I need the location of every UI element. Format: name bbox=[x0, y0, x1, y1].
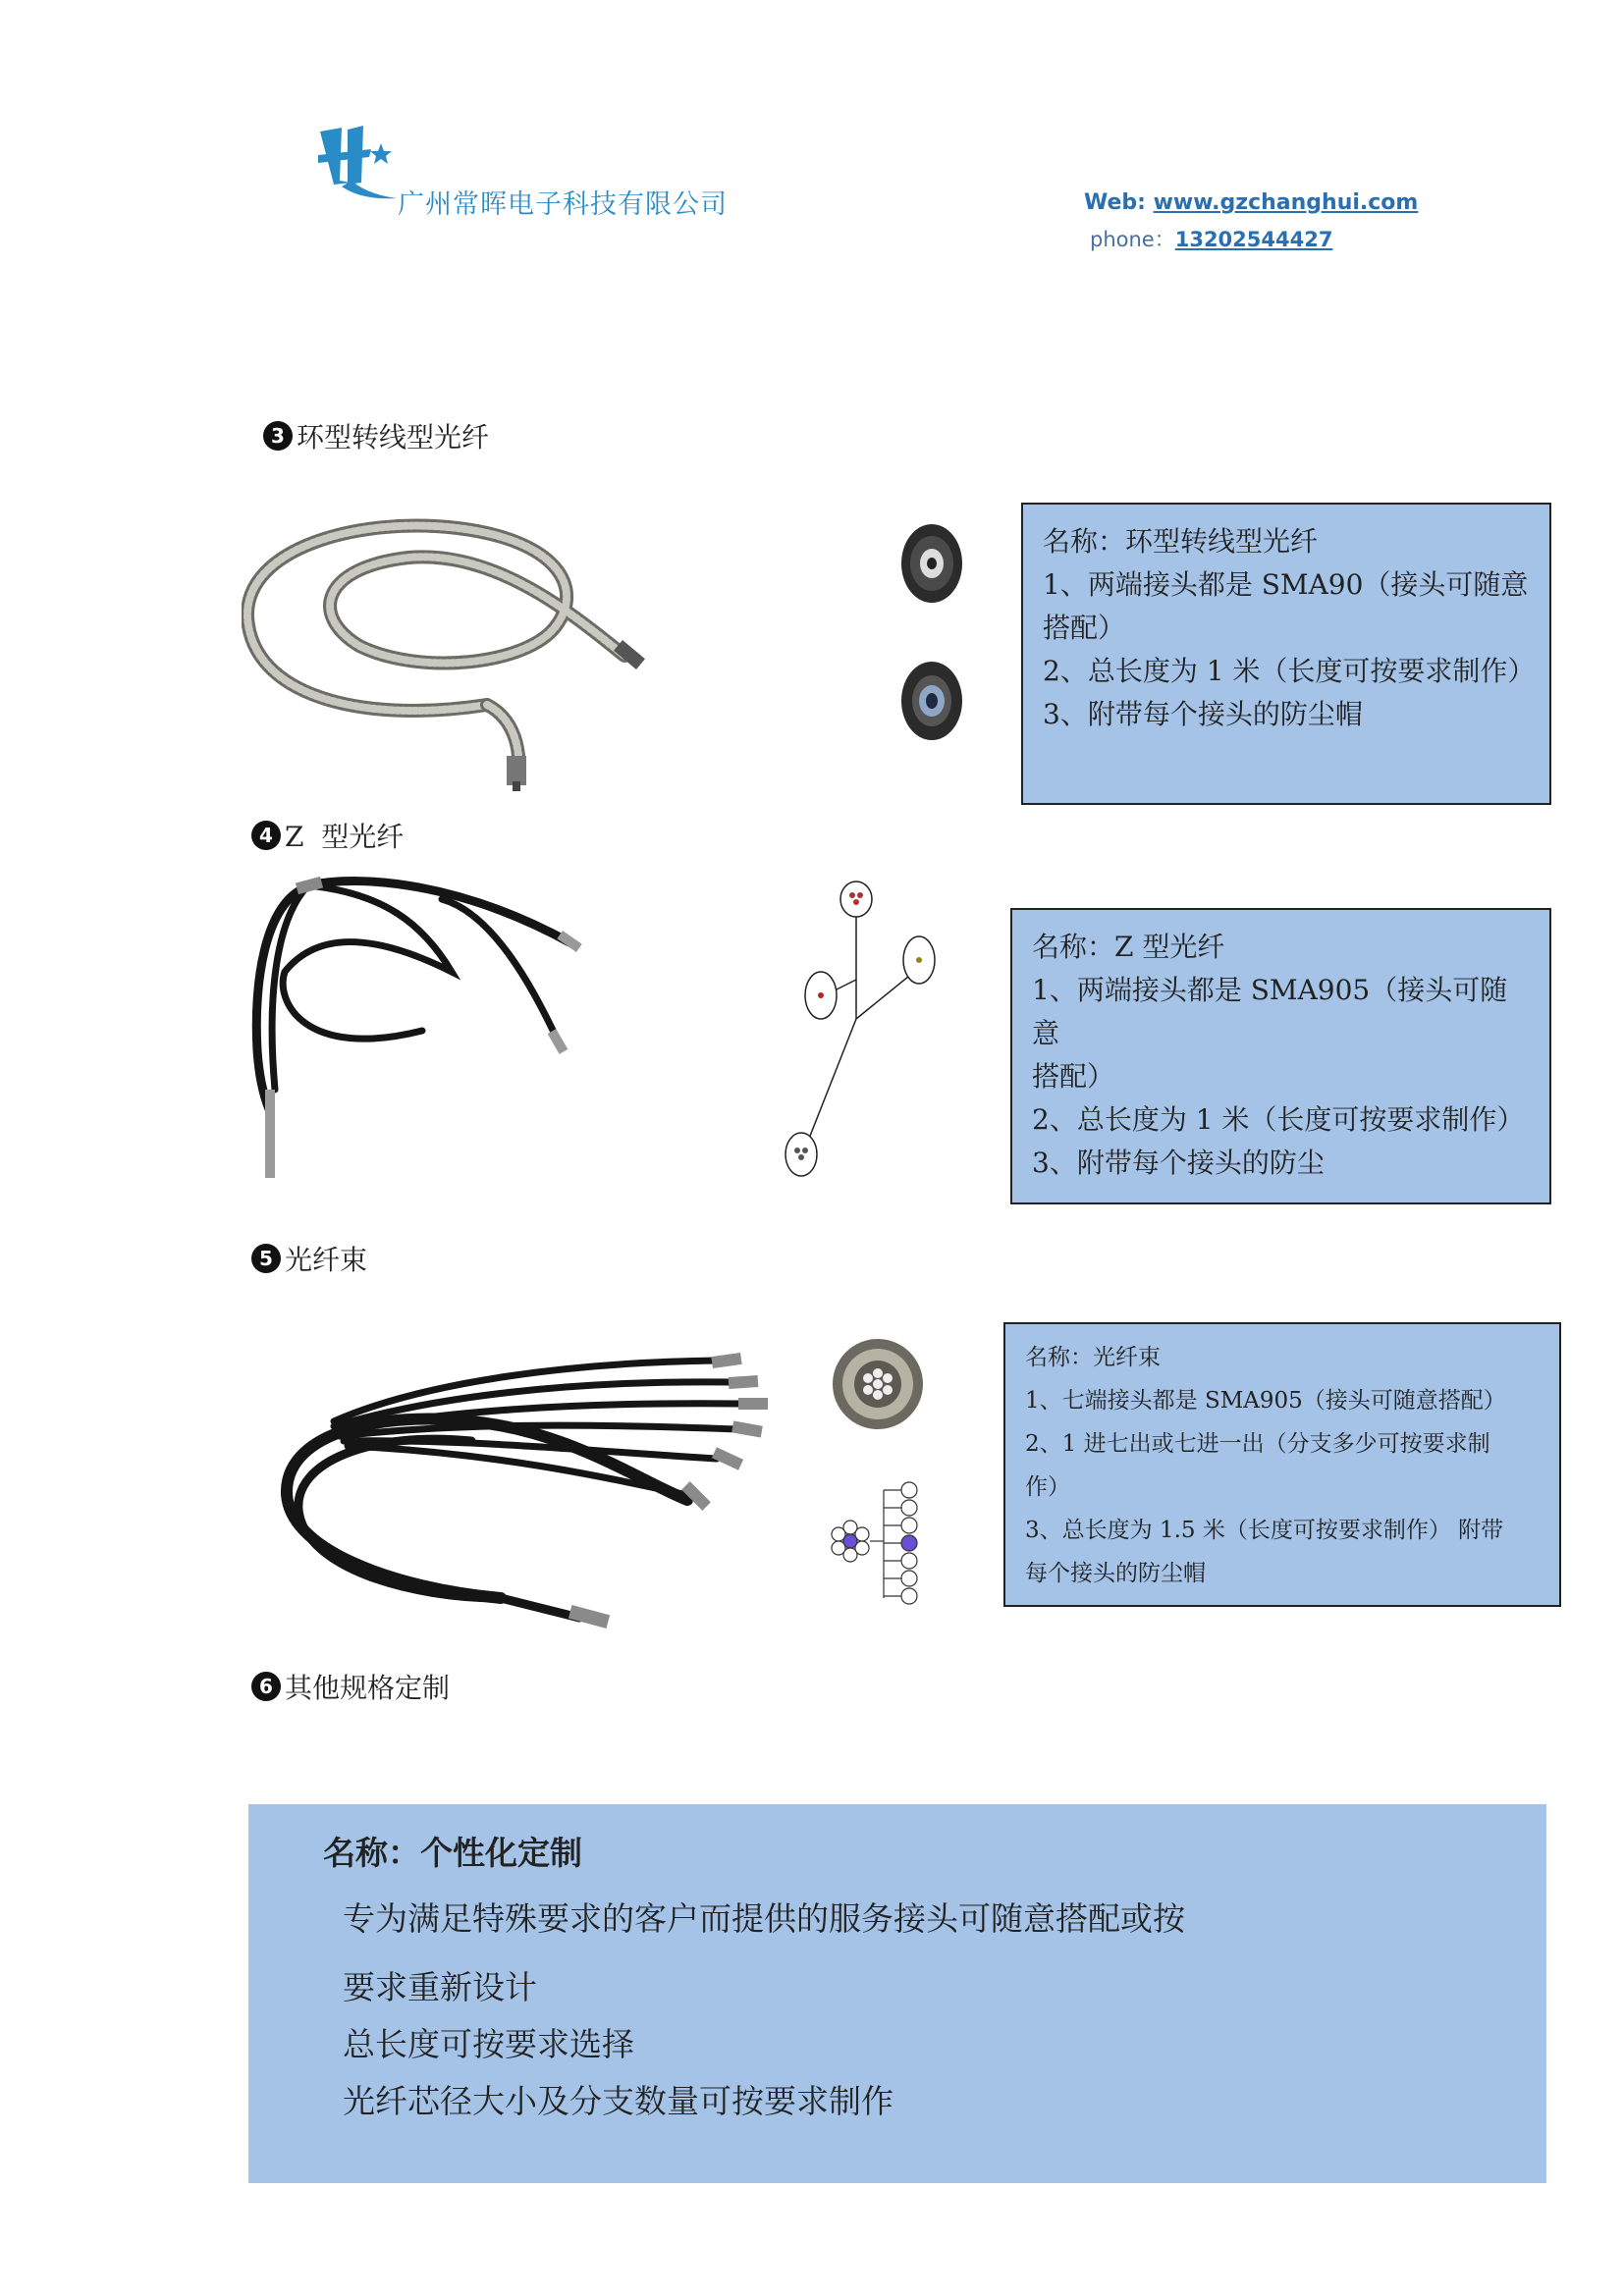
bundle-schematic-icon bbox=[825, 1480, 933, 1610]
section-title-text: 环型转线型光纤 bbox=[297, 421, 490, 454]
info-line: 每个接头的防尘帽 bbox=[1025, 1561, 1206, 1586]
info-line: 3、总长度为 1.5 米（长度可按要求制作） 附带 bbox=[1025, 1518, 1504, 1543]
info-line: 搭配） bbox=[1032, 1060, 1115, 1093]
info-line: 2、1 进七出或七进一出（分支多少可按要求制 bbox=[1025, 1431, 1490, 1457]
info-line: 3、附带每个接头的防尘 bbox=[1032, 1147, 1325, 1179]
info-line: 搭配） bbox=[1043, 612, 1126, 644]
section-title-text: Z 型光纤 bbox=[285, 821, 405, 853]
info-name: 名称：环型转线型光纤 bbox=[1043, 525, 1319, 558]
company-logo-icon bbox=[312, 122, 401, 210]
section-title-text: 其他规格定制 bbox=[285, 1672, 451, 1704]
info-box-fiber-bundle bbox=[1003, 1322, 1561, 1607]
phone-link[interactable]: 13202544427 bbox=[1174, 228, 1333, 251]
info-box-ring-to-line bbox=[1021, 503, 1551, 805]
section-badge: 5 bbox=[251, 1244, 281, 1273]
section-badge: 3 bbox=[263, 421, 293, 451]
section-badge: 4 bbox=[251, 821, 281, 850]
info-line: 1、两端接头都是 SMA905（接头可随意 bbox=[1032, 974, 1508, 1049]
sma-connector-end-image bbox=[899, 522, 964, 744]
info-name: 名称：个性化定制 bbox=[323, 1834, 582, 1872]
metal-armored-fiber-image bbox=[242, 499, 654, 793]
web-line bbox=[1084, 190, 1418, 215]
z-fiber-schematic-icon bbox=[774, 872, 950, 1178]
info-line: 2、总长度为 1 米（长度可按要求制作） bbox=[1043, 655, 1536, 687]
info-box-custom bbox=[248, 1804, 1546, 2183]
z-fiber-cable-image bbox=[245, 864, 589, 1207]
phone-line bbox=[1090, 224, 1332, 253]
section-badge: 6 bbox=[251, 1672, 281, 1701]
info-line: 总长度可按要求选择 bbox=[343, 2025, 634, 2063]
info-line: 光纤芯径大小及分支数量可按要求制作 bbox=[343, 2082, 893, 2120]
info-line: 1、两端接头都是 SMA90（接头可随意 bbox=[1043, 568, 1529, 601]
section-title-4 bbox=[251, 816, 404, 855]
fiber-bundle-image bbox=[275, 1304, 825, 1637]
info-line: 3、附带每个接头的防尘帽 bbox=[1043, 698, 1363, 730]
website-link[interactable]: www.gzchanghui.com bbox=[1153, 190, 1419, 215]
info-line: 作） bbox=[1025, 1474, 1070, 1500]
info-line: 2、总长度为 1 米（长度可按要求制作） bbox=[1032, 1103, 1525, 1136]
info-name: 名称：Z 型光纤 bbox=[1032, 931, 1225, 963]
phone-label: phone： bbox=[1090, 228, 1175, 251]
web-label: Web: bbox=[1084, 190, 1154, 215]
info-line: 要求重新设计 bbox=[343, 1968, 537, 2006]
section-title-text: 光纤束 bbox=[285, 1244, 368, 1276]
info-name: 名称：光纤束 bbox=[1025, 1345, 1161, 1370]
info-box-z-fiber bbox=[1010, 908, 1551, 1204]
section-title-3 bbox=[263, 416, 489, 455]
section-title-6 bbox=[251, 1667, 450, 1706]
section-title-5 bbox=[251, 1239, 367, 1278]
info-line: 1、七端接头都是 SMA905（接头可随意搭配） bbox=[1025, 1388, 1506, 1414]
bundle-connector-end-image bbox=[831, 1337, 925, 1431]
company-name: 广州常晖电子科技有限公司 bbox=[398, 189, 728, 220]
info-line: 专为满足特殊要求的客户而提供的服务接头可随意搭配或按 bbox=[343, 1899, 1185, 1938]
